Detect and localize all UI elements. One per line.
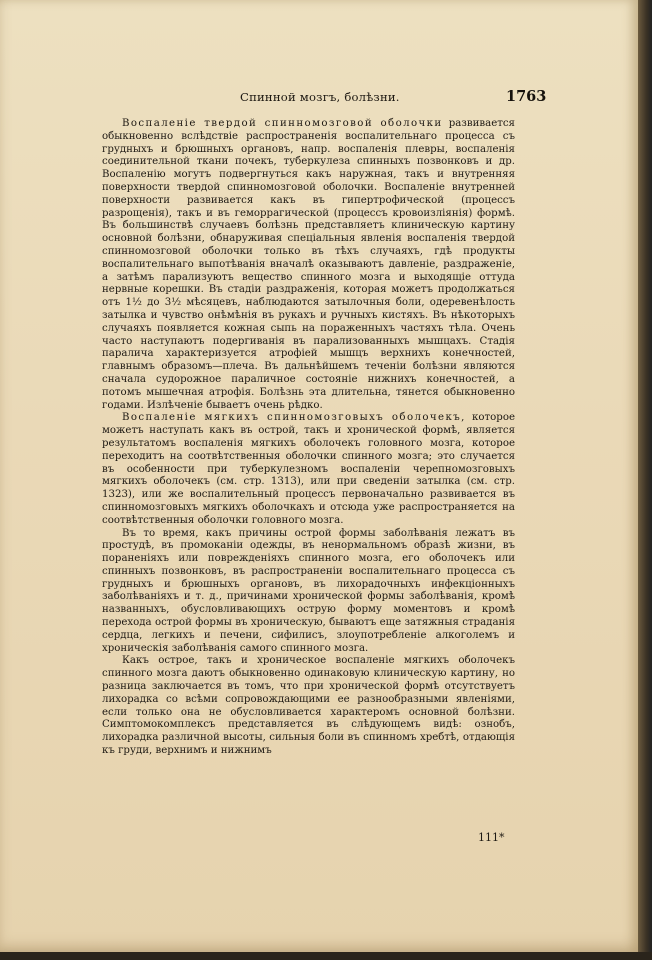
page-number: 1763 [506, 88, 547, 105]
running-head [0, 88, 638, 108]
page-bottom-shadow [0, 952, 652, 960]
paragraph-text: развивается обыкновенно вслѣдствіе распространенія воспалительнаго процесса съ грудныхъ и брюшныхъ органовъ, напр. воспаленія плевры, воспаленія соединительной ткани почекъ, туберкулеза спинныхъ позвонковъ и др. Воспаленію могутъ подвергнуться какъ наружная, такъ и внутренняя поверхности твердой спинномозговой оболочки. Воспаленіе внутренней поверхности развивается какъ въ гипертрофической (процессъ разрощенія), такъ и въ геморрагической (процессъ кровоизліянія) формѣ. Въ большинствѣ случаевъ болѣзнь представляетъ клиническую картину основной болѣзни, обнаруживая спеціальныя явленія воспаленія твердой спинномозговой оболочки только въ тѣхъ случаяхъ, гдѣ продукты воспалительнаго выпотѣванія вначалѣ оказываютъ давленіе, раздраженіе, а затѣмъ парализуютъ вещество спинного мозга и выходящіе оттуда нервные корешки. Въ стадіи раздраженія, которая можетъ продолжаться отъ 1½ до 3½ мѣсяцевъ, наблюдаются затылочныя боли, одеревенѣлость затылка и чувство онѣмѣнія въ рукахъ и ручныхъ кистяхъ. Въ нѣкоторыхъ случаяхъ появляется кожная сыпь на пораженныхъ частяхъ тѣла. Очень часто наступаютъ подергиванія въ парализованныхъ мышцахъ. Стадія паралича характеризуется атрофіей мышцъ верхнихъ конечностей, главнымъ образомъ—плеча. Въ дальнѣйшемъ теченіи болѣзни являются сначала судорожное параличное состояніе нижнихъ конечностей, а потомъ мышечная атрофія. Болѣзнь эта длительна, тянется обыкновенно годами. Излѣченіе бываетъ очень рѣдко. [102, 118, 515, 411]
book-spine-shadow [638, 0, 652, 960]
signature-mark: 111* [478, 831, 505, 844]
paragraph-lead-term: Воспаленіе твердой спинномозговой оболочки [122, 118, 443, 129]
paragraph-dura-mater [102, 118, 515, 412]
running-head-title: Спинной мозгъ, болѣзни. [240, 90, 400, 104]
paragraph-text: которое можетъ наступать какъ въ острой, такъ и хронической формѣ, является результатомъ воспаленія мягкихъ оболочекъ головного мозга, которое переходитъ на соотвѣтственныя оболочки спинного мозга; это случается въ особенности при туберкулезномъ воспаленіи черепномозговыхъ мягкихъ оболочекъ (см. стр. 1313), или при сведеніи затылка (см. стр. 1323), или же воспалительный процессъ первоначально развивается въ спинномозговыхъ мягкихъ оболочкахъ и отсюда уже распространяется на соотвѣтственныя оболочки головного мозга. [102, 412, 515, 526]
paragraph-lead-term: Воспаленіе мягкихъ спинномозговыхъ оболочекъ, [122, 412, 466, 424]
paragraph-text: Въ то время, какъ причины острой формы заболѣванія лежатъ въ простудѣ, въ промоканіи одежды, въ ненормальномъ образѣ жизни, въ пораненіяхъ или поврежденіяхъ спинного мозга, его оболочекъ или спинныхъ позвонковъ, въ распространеніи воспалительнаго процесса съ грудныхъ и брюшныхъ органовъ, въ лихорадочныхъ инфекціонныхъ заболѣваніяхъ и т. д., причинами хронической формы заболѣванія, кромѣ названныхъ, обусловливающихъ острую форму моментовъ и кромѣ перехода острой формы въ хроническую, бываютъ еще затяжныя страданія сердца, легкихъ и печени, сифилисъ, злоупотребленіе алкоголемъ и хроническія заболѣванія самого спинного мозга. [102, 527, 515, 654]
paragraph-pia-mater [102, 412, 515, 527]
paragraph-causes [102, 528, 515, 656]
paragraph-text: Какъ острое, такъ и хроническое воспаленіе мягкихъ оболочекъ спинного мозга даютъ обыкновенно одинаковую клиническую картину, но разница заключается въ томъ, что при хронической формѣ отсутствуетъ лихорадка со всѣми сопровождающими ее разнообразными явленіями, если только она не обусловливается характеромъ основной болѣзни. Симптомокомплексъ представляется въ слѣдующемъ видѣ: ознобъ, лихорадка различной высоты, сильныя боли въ спинномъ хребтѣ, отдающія къ груди, верхнимъ и нижнимъ [102, 655, 515, 757]
paragraph-symptoms [102, 655, 515, 757]
body-text [102, 118, 515, 758]
